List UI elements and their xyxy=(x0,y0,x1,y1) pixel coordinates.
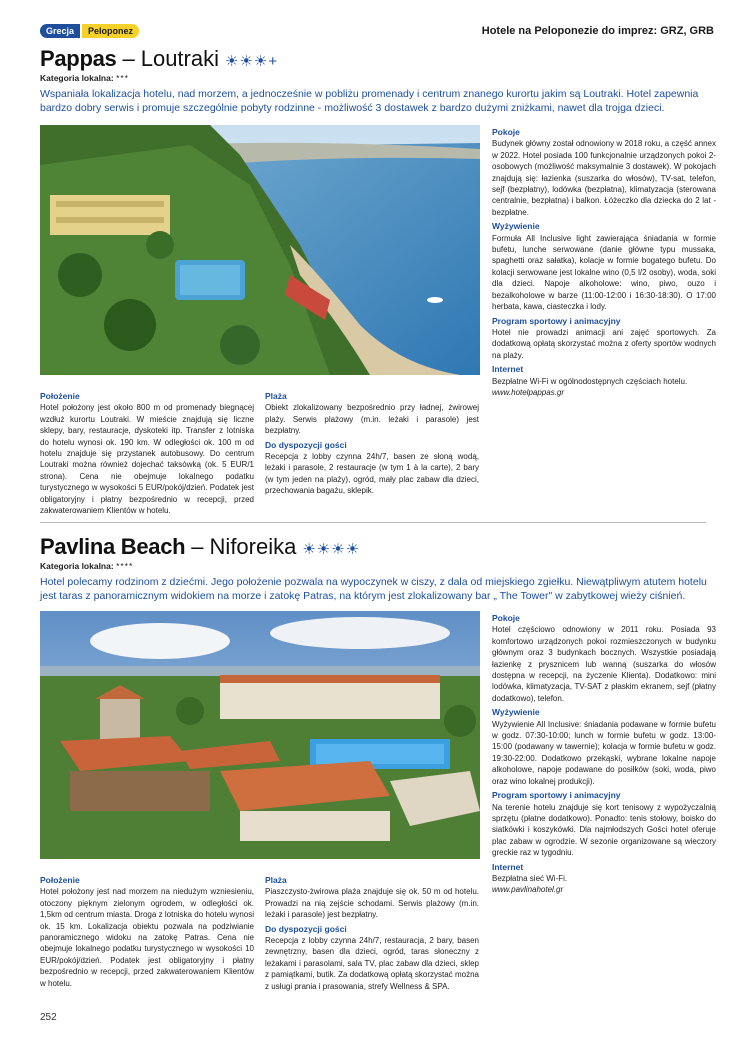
beach-heading: Plaża xyxy=(265,875,287,885)
region-tags xyxy=(40,24,139,38)
location-text: Hotel położony jest około 800 m od promenady biegnącej wzdłuż kurortu Loutraki. W mieście znajdują się liczne sklepy, bary, restauracje, dyskoteki itp. Transfer z lotniska do hotelu wynosi ok. 190 km. W odległości ok. 100 m od hotelu znajduje się przystanek autobusowy. Do centrum Loutraki można również dojechać taksówką (ok. 5 EUR/1 strona). Cena nie obejmuje lokalnego podatku turystycznego w wysokości 5 EUR/pokój/dzień. Podatek jest obligatoryjny i płatny bezpośrednio w recepcji, przed zakwaterowaniem Klientów w hotelu. xyxy=(40,403,254,516)
rooms-text: Hotel częściowo odnowiony w 2011 roku. Posiada 93 komfortowo urządzonych pokoi rozmieszczonych w budynku głównym oraz 3 budynkach bocznych. Wszystkie posiadają łazienkę z prysznicem lub wanną (suszarka do włosów dostępna w recepcji, na życzenie Klienta). Dodatkowo: mini lodówka, klimatyzacja, TV-SAT z płaskim ekranem, sejf (płatny dodatkowo), telefon. xyxy=(492,625,716,703)
sport-text: Na terenie hotelu znajduje się kort tenisowy z wypożyczalnią sprzętu (płatne dodatkowo). Ponadto: tenis stołowy, boisko do siatkówki i koszykówki. Dla najmłodszych Gości hotel oferuje plac zabaw w ogrodzie. W sezonie organizowane są wieczory greckie raz w tygodniu. xyxy=(492,802,716,858)
internet-text: Bezpłatne Wi-Fi w ogólnodostępnych częściach hotelu. xyxy=(492,376,688,386)
guests-text: Recepcja z lobby czynna 24h/7, restauracja, 2 bary, basen zewnętrzny, basen dla dzieci, ogród, taras słoneczny z leżakami i parasolami, sala TV, plac zabaw dla dzieci, sklep z pamiątkami, butik. Za dodatkową opłatą skorzystać można z usługi prania i prasowania, strefy Wellness & SPA. xyxy=(265,936,479,991)
food-text: Wyżywienie All Inclusive: śniadania podawane w formie bufetu w godz. 07:30-10:00; lunch w formie bufetu w godz. 13:00-15:00 (podawany w tawernie); kolacja w formie bufetu w godz. 19:30-22:00. Dodatkowo przekąski, wybrane lokalne napoje alkoholowe, napoje podawane do posiłków (soki, woda, piwo oraz wino lokalnej produkcji). xyxy=(492,719,716,786)
country-tag: Grecja xyxy=(40,24,80,38)
sun-rating-icon: ☀☀☀+ xyxy=(225,53,279,70)
location-heading: Położenie xyxy=(40,391,80,401)
hotel-pavlina-location xyxy=(40,875,254,989)
title-separator: – xyxy=(122,46,135,71)
local-category xyxy=(40,73,712,83)
page-header-title: Hotele na Peloponezie do imprez: GRZ, GRB xyxy=(481,25,714,37)
internet-text: Bezpłatna sieć Wi-Fi. xyxy=(492,873,568,883)
internet-heading: Internet xyxy=(492,364,524,375)
rooms-heading: Pokoje xyxy=(492,613,520,623)
beach-text: Obiekt zlokalizowany bezpośrednio przy ładnej, żwirowej plaży. Serwis plażowy (m.in. leżaki i parasole) jest bezpłatny. xyxy=(265,403,479,436)
guests-text: Recepcja z lobby czynna 24h/7, basen ze słoną wodą, leżaki i parasole, 2 restauracje (w tym 1 à la carte), 2 bary (w tym jeden na plaży), ogród, mały plac zabaw dla dzieci, przechowania bagażu, sklepik. xyxy=(265,452,479,496)
hotel-intro: Hotel polecamy rodzinom z dziećmi. Jego położenie pozwala na wypoczynek w ciszy, z dala od miejskiego zgiełku. Niewątpliwym atutem hotelu jest taras z panoramicznym widokiem na morze i zatokę Patras, na którym jest zlokalizowany bar „ The Tower" w zabytkowej wieży ciśnień. xyxy=(40,576,707,602)
resort-pool-image xyxy=(40,611,480,859)
hotel-website-link[interactable]: www.pavlinahotel.gr xyxy=(492,885,564,895)
hotel-pavlina-beach xyxy=(265,875,479,992)
title-separator: – xyxy=(191,534,204,559)
hotel-location: Niforeika xyxy=(209,534,297,559)
food-text: Formuła All Inclusive light zawierająca śniadania w formie bufetu, lunche serwowane (danie główne typu mussaka, spaghetti oraz sałatka), kolacje w formie bogatego bufetu. Do kolacji serwowane jest lokalne wino (0,5 l/2 osoby), woda, soki dla dzieci. Napoje alkoholowe: wino, piwo, ouzo i bezalkoholowe w barze (11:00-12:00 i 16:30-18:30). O 17:00 herbata, kawa, ciasteczka i lody. xyxy=(492,233,716,312)
hotel-pappas-details xyxy=(492,127,716,398)
hotel-location: Loutraki xyxy=(140,46,219,71)
hotel-pappas-location xyxy=(40,391,254,516)
local-category-label: Kategoria lokalna: xyxy=(40,73,114,83)
beach-heading: Plaża xyxy=(265,391,287,401)
sport-heading: Program sportowy i animacyjny xyxy=(492,790,621,801)
local-category-stars: *** xyxy=(116,73,129,83)
location-text: Hotel położony jest nad morzem na niedużym wzniesieniu, otoczony pięknym zielonym ogrodem, w odległości ok. 1,5km od centrum miasta. Droga z lotniska do hotelu wynosi ok. 15 km. Lokalizacja obiektu pozwala na podziwianie panoramicznego widoku na zatokę Patras. Cena nie obejmuje lokalnego podatku turystycznego w wysokości 10 EUR/pokój/dzień. Podatek jest obligatoryjny i płatny bezpośrednio w recepcji, przed zakwaterowaniem Klientów w hotelu. xyxy=(40,887,254,988)
hotel-name: Pappas xyxy=(40,46,117,71)
hotel-intro: Wspaniała lokalizacja hotelu, nad morzem, a jednocześnie w pobliżu promenady i centrum znanego kurortu jakim są Loutraki. Hotel zapewnia bardzo dobry serwis i promuje szczególnie pobyty rodzinne - możliwość 3 dostawek z bardzo dużymi zniżkami, nawet dla trojga dzieci. xyxy=(40,88,699,114)
location-heading: Położenie xyxy=(40,875,80,885)
sport-heading: Program sportowy i animacyjny xyxy=(492,315,621,326)
internet-heading: Internet xyxy=(492,861,524,872)
region-tag: Peloponez xyxy=(82,24,139,38)
sport-text: Hotel nie prowadzi animacji ani zajęć sportowych. Za dodatkową opłatą skorzystać można z oferty sportów wodnych na plaży. xyxy=(492,327,716,360)
local-category xyxy=(40,561,712,571)
hotel-pavlina-details xyxy=(492,613,716,896)
hotel-pappas-header xyxy=(40,46,712,115)
hotel-pavlina-header xyxy=(40,534,712,603)
hotel-website-link[interactable]: www.hotelpappas.gr xyxy=(492,387,565,397)
beach-text: Piaszczysto-żwirowa plaża znajduje się ok. 50 m od hotelu. Prowadzi na nią zejście schodami. Serwis plażowy (m.in. leżaki i parasole) jest bezpłatny. xyxy=(265,887,479,920)
coastal-resort-image xyxy=(40,125,480,375)
hotel-pappas-photo xyxy=(40,125,480,375)
hotel-name: Pavlina Beach xyxy=(40,534,186,559)
hotel-pappas-beach xyxy=(265,391,479,497)
local-category-label: Kategoria lokalna: xyxy=(40,561,114,571)
food-heading: Wyżywienie xyxy=(492,221,540,232)
rooms-text: Budynek główny został odnowiony w 2018 roku, a część annex w 2022. Hotel posiada 100 funkcjonalnie urządzonych pokoi 2-osobowych (możliwość maksymalnie 3 dostawek). W pokojach znajdują się: łazienka (suszarka do włosów), TV-sat, telefon, sejf (bezpłatny), lodówka (bezpłatna), klimatyzacja (sterowana centralnie, bezpłatna) i balkon. Łóżeczko dla dziecka do 2 lat - bezpłatne. xyxy=(492,139,716,217)
hotel-pavlina-photo xyxy=(40,611,480,859)
local-category-stars: **** xyxy=(116,561,134,571)
food-heading: Wyżywienie xyxy=(492,707,540,718)
sun-rating-icon: ☀☀☀☀ xyxy=(302,541,361,558)
page-number: 252 xyxy=(40,1012,57,1023)
guests-heading: Do dyspozycji gości xyxy=(265,923,347,934)
rooms-heading: Pokoje xyxy=(492,127,520,137)
section-divider xyxy=(40,522,706,523)
guests-heading: Do dyspozycji gości xyxy=(265,439,347,450)
